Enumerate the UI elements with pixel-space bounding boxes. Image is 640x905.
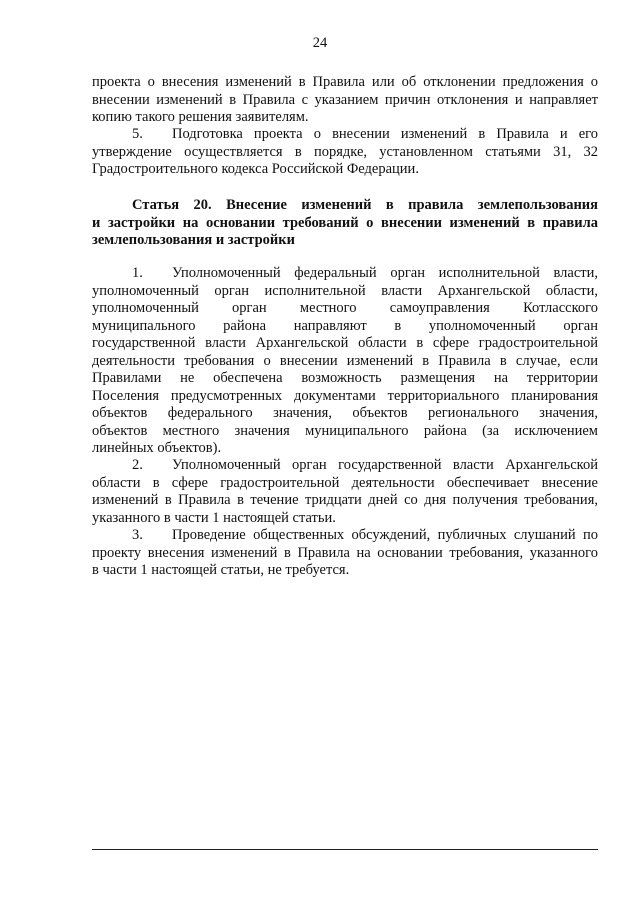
text-line: проекта о внесения изменений в Правила или об отклонении предложения о [92, 74, 598, 90]
text-line: объектов федерального значения, объектов регионального значения, [92, 405, 598, 421]
paragraph-item-1 [92, 265, 598, 458]
item-number: 5. [132, 126, 143, 142]
text-line: линейных объектов). [92, 440, 222, 456]
item-first-line: Подготовка проекта о внесении изменений в Правила и его [172, 126, 598, 142]
text-line: Поселения предусмотренных документами территориального планирования [92, 387, 598, 404]
text-line: проекту внесения изменений в Правила на основании требования, указанного [92, 544, 598, 561]
item-first-line: Уполномоченный федеральный орган исполнительной власти, [172, 265, 598, 281]
heading-line: и застройки на основании требований о внесении изменений в правила [92, 214, 598, 231]
text-line: области в сфере градостроительной деятельности обеспечивает внесение [92, 474, 598, 491]
article-heading [92, 197, 598, 250]
paragraph-item-2 [92, 457, 598, 527]
footer-divider [92, 849, 598, 850]
paragraph-item-5 [92, 126, 598, 179]
item-first-line: Проведение общественных обсуждений, публичных слушаний по [172, 527, 598, 543]
text-line [92, 126, 598, 144]
text-line: объектов местного значения муниципального района (за исключением [92, 422, 598, 439]
text-line: муниципального района направляют в уполномоченный орган [92, 317, 598, 334]
text-line: уполномоченный орган исполнительной власти Архангельской области, [92, 282, 598, 299]
text-line: уполномоченный орган местного самоуправления Котласского [92, 300, 598, 316]
text-line: копию такого решения заявителям. [92, 109, 309, 125]
item-number: 3. [132, 527, 143, 543]
text-line: государственной власти Архангельской области в сфере градостроительной [92, 335, 598, 351]
item-first-line: Уполномоченный орган государственной власти Архангельской [172, 457, 598, 473]
text-line: в части 1 настоящей статьи, не требуется. [92, 562, 350, 578]
text-line: утверждение осуществляется в порядке, установленном статьями 31, 32 [92, 143, 598, 160]
page-number: 24 [312, 35, 328, 51]
item-number: 1. [132, 265, 143, 281]
text-line: деятельности требования о внесении изменений в Правила в случае, если [92, 352, 598, 369]
text-line: внесении изменений в Правила с указанием причин отклонения и направляет [92, 91, 598, 108]
text-line [92, 265, 598, 283]
text-line: Правилами не обеспечена возможность размещения на территории [92, 370, 598, 386]
text-line: Градостроительного кодекса Российской Федерации. [92, 161, 419, 177]
paragraph-continuation [92, 74, 598, 127]
heading-line: землепользования и застройки [92, 232, 295, 248]
text-line: указанного в части 1 настоящей статьи. [92, 509, 336, 526]
heading-line: Статья 20. Внесение изменений в правила землепользования [132, 197, 598, 213]
text-line [92, 527, 598, 545]
text-line: изменений в Правила в течение тридцати дней со дня получения требования, [92, 492, 598, 508]
item-number: 2. [132, 457, 143, 473]
paragraph-item-3 [92, 527, 598, 580]
text-line [92, 457, 598, 475]
